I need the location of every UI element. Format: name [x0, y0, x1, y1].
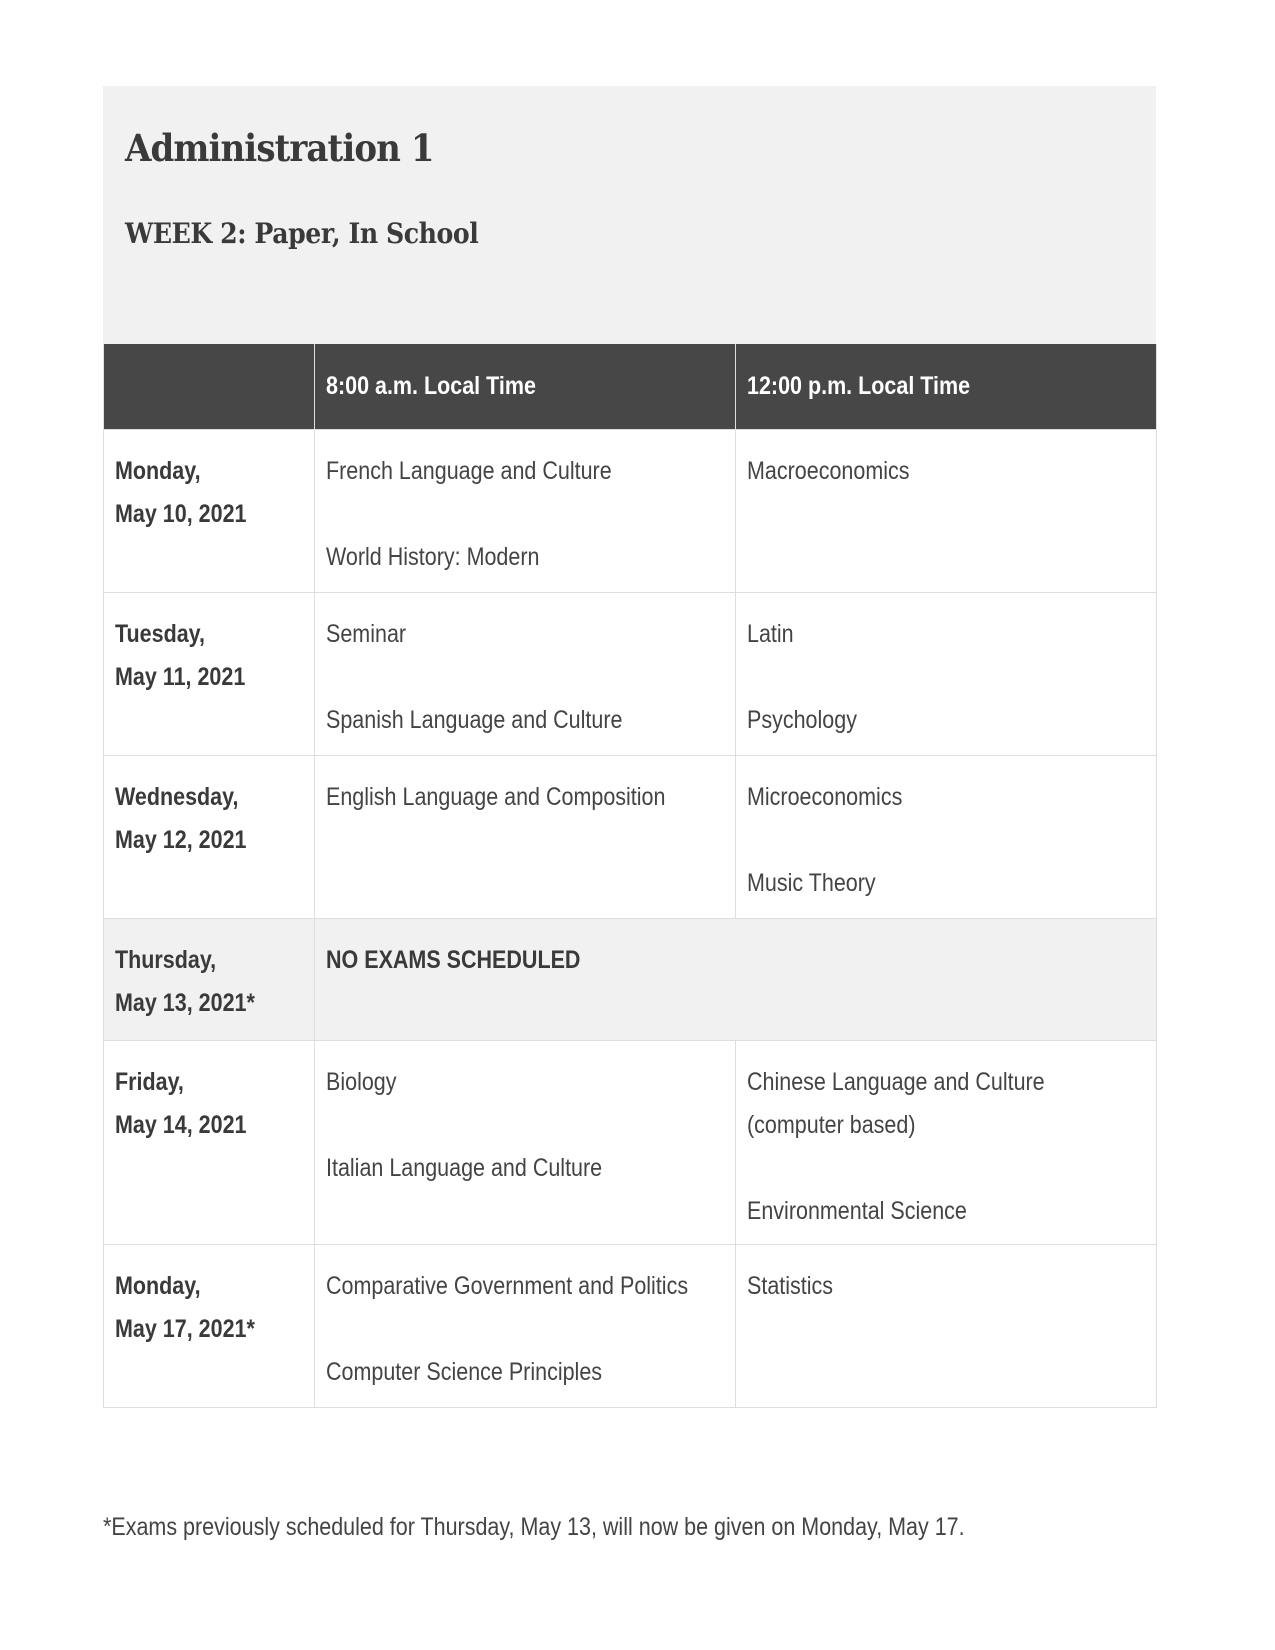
header-panel: [103, 86, 1156, 344]
morning-exams-cell: [315, 1245, 736, 1408]
exam-note: (computer based): [747, 1111, 916, 1139]
day-cell: [104, 919, 315, 1041]
exam-name: Italian Language and Culture: [326, 1154, 603, 1182]
day-name: Thursday,: [115, 946, 217, 974]
table-row: [104, 919, 1157, 1041]
day-name: Monday,: [115, 457, 201, 485]
morning-exams-cell: [315, 430, 736, 593]
day-date: May 14, 2021: [115, 1111, 247, 1139]
day-name: Friday,: [115, 1068, 184, 1096]
day-cell: [104, 1245, 315, 1408]
exam-name: Spanish Language and Culture: [326, 706, 623, 734]
exam-name: Seminar: [326, 620, 407, 648]
table-header-row: [104, 344, 1157, 430]
exam-name: Microeconomics: [747, 783, 903, 811]
no-exams-label: NO EXAMS SCHEDULED: [326, 946, 581, 974]
footnote: *Exams previously scheduled for Thursday, May 13, will now be given on Monday, May 17.: [103, 1513, 965, 1541]
morning-exams-cell: [315, 593, 736, 756]
exam-name: Psychology: [747, 706, 857, 734]
day-name: Monday,: [115, 1272, 201, 1300]
day-name: Wednesday,: [115, 783, 239, 811]
table-row: [104, 1245, 1157, 1408]
table-row: [104, 1041, 1157, 1245]
exam-name: Statistics: [747, 1272, 834, 1300]
column-header-afternoon: 12:00 p.m. Local Time: [736, 344, 1157, 430]
table-row: [104, 756, 1157, 919]
morning-exams-cell: [315, 756, 736, 919]
exam-name: Environmental Science: [747, 1197, 967, 1225]
page-subtitle: WEEK 2: Paper, In School: [125, 217, 479, 250]
exam-name: World History: Modern: [326, 543, 540, 571]
day-date: May 10, 2021: [115, 500, 247, 528]
table-row: [104, 430, 1157, 593]
morning-exams-cell: [315, 1041, 736, 1245]
day-date: May 12, 2021: [115, 826, 247, 854]
exam-name: Music Theory: [747, 869, 876, 897]
day-cell: [104, 1041, 315, 1245]
day-date: May 11, 2021: [115, 663, 246, 691]
no-exams-cell: [315, 919, 1157, 1041]
exam-name: Latin: [747, 620, 794, 648]
column-header-day: [104, 344, 315, 430]
day-date: May 13, 2021*: [115, 989, 255, 1017]
page-title: Administration 1: [125, 126, 434, 170]
column-header-morning: 8:00 a.m. Local Time: [315, 344, 736, 430]
table-row: [104, 593, 1157, 756]
afternoon-exams-cell: [736, 1041, 1157, 1245]
afternoon-exams-cell: [736, 593, 1157, 756]
exam-name: Biology: [326, 1068, 397, 1096]
day-cell: [104, 756, 315, 919]
exam-name: Comparative Government and Politics: [326, 1272, 689, 1300]
exam-name: French Language and Culture: [326, 457, 612, 485]
afternoon-exams-cell: [736, 430, 1157, 593]
day-cell: [104, 430, 315, 593]
exam-name: Chinese Language and Culture: [747, 1068, 1045, 1096]
day-cell: [104, 593, 315, 756]
exam-name: English Language and Composition: [326, 783, 666, 811]
afternoon-exams-cell: [736, 756, 1157, 919]
exam-name: Computer Science Principles: [326, 1358, 603, 1386]
afternoon-exams-cell: [736, 1245, 1157, 1408]
exam-schedule-table: [103, 344, 1157, 1408]
exam-name: Macroeconomics: [747, 457, 910, 485]
day-name: Tuesday,: [115, 620, 206, 648]
day-date: May 17, 2021*: [115, 1315, 255, 1343]
